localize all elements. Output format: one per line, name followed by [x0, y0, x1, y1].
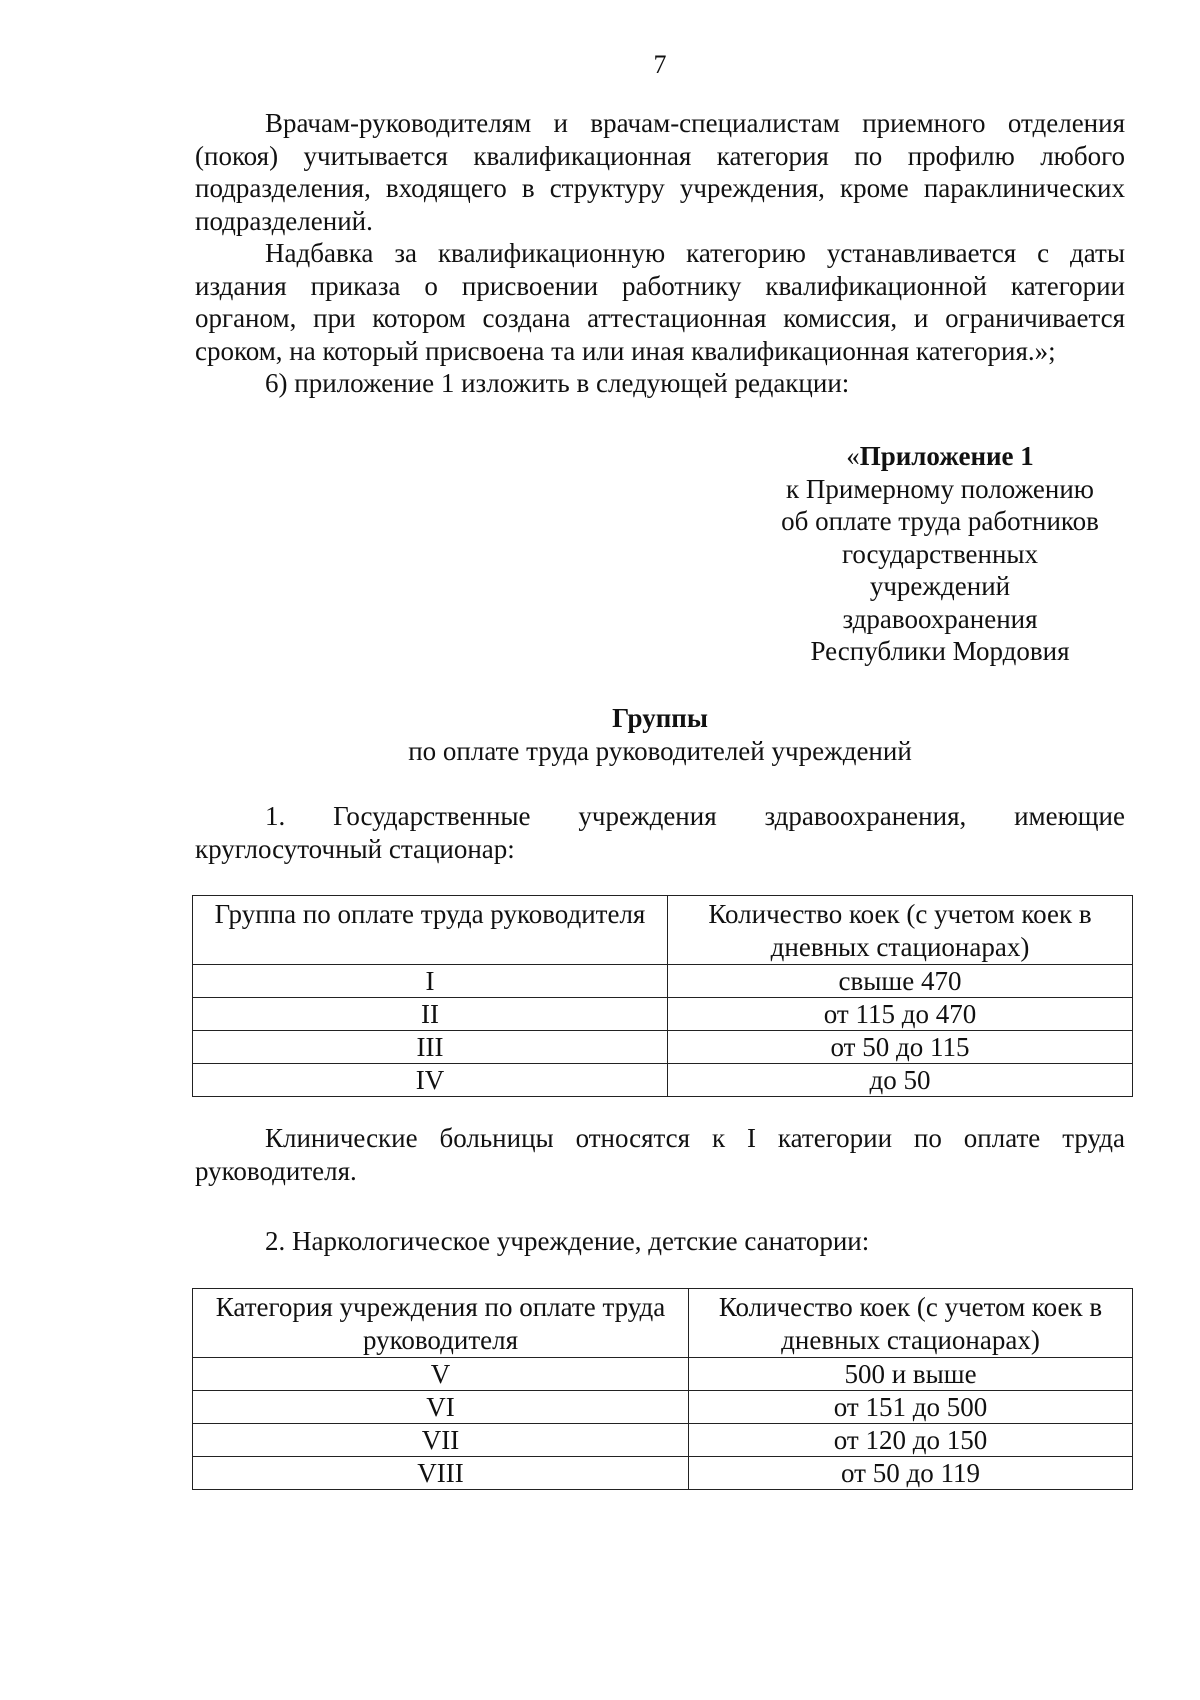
table-row — [193, 1457, 1133, 1490]
section1-intro: 1. Государственные учреждения здравоохранения, имеющие круглосуточный стационар: — [195, 801, 1125, 864]
table-row — [193, 1358, 1133, 1391]
table-row — [193, 1031, 1133, 1064]
table-cell: II — [193, 998, 668, 1031]
table-cell: свыше 470 — [668, 965, 1133, 998]
table-row — [193, 998, 1133, 1031]
table-header-row — [193, 896, 1133, 965]
appendix-title-line — [740, 440, 1140, 473]
table-cell: 500 и выше — [689, 1358, 1133, 1391]
table-cell: до 50 — [668, 1064, 1133, 1097]
paragraph-doctors: Врачам-руководителям и врачам-специалистам приемного отделения (покоя) учитывается квалификационная категория по профилю любого подразделения, входящего в структуру учреждения, кроме параклинических подразделений. — [195, 108, 1125, 236]
open-quote: « — [846, 441, 860, 471]
section1-intro-block — [195, 800, 1125, 865]
table-cell: VI — [193, 1391, 689, 1424]
table-header-row — [193, 1289, 1133, 1358]
table-row — [193, 1391, 1133, 1424]
section1-note: Клинические больницы относятся к I категории по оплате труда руководителя. — [195, 1123, 1125, 1186]
table-cell: III — [193, 1031, 668, 1064]
section1-note-block — [195, 1122, 1125, 1187]
table-row — [193, 1424, 1133, 1457]
table-cell: IV — [193, 1064, 668, 1097]
table-cell: от 50 до 119 — [689, 1457, 1133, 1490]
table-header-cell: Категория учреждения по оплате труда руководителя — [193, 1289, 689, 1358]
appendix-line-5: здравоохранения — [842, 603, 1038, 634]
table-cell: I — [193, 965, 668, 998]
table-cell: VIII — [193, 1457, 689, 1490]
section2-intro: 2. Наркологическое учреждение, детские санатории: — [265, 1226, 870, 1256]
appendix-line-2: об оплате труда работников — [781, 506, 1099, 536]
groups-subtitle: по оплате труда руководителей учреждений — [408, 736, 912, 766]
table-row — [193, 1064, 1133, 1097]
intro-paragraphs — [195, 107, 1125, 400]
appendix-line-3: государственных — [841, 538, 1039, 569]
paragraph-appendix-instruction: 6) приложение 1 изложить в следующей редакции: — [265, 368, 850, 398]
paragraph-allowance: Надбавка за квалификационную категорию устанавливается с даты издания приказа о присвоении работнику квалификационной категории органом, при котором создана аттестационная комиссия, и ограничивается сроком, на который присвоена та или иная квалификационная категория.»; — [195, 238, 1125, 366]
table-cell: от 120 до 150 — [689, 1424, 1133, 1457]
table-cell: от 50 до 115 — [668, 1031, 1133, 1064]
table-header-cell: Количество коек (с учетом коек в дневных стационарах) — [668, 896, 1133, 965]
groups-title: Группы — [612, 703, 708, 733]
page-number: 7 — [653, 50, 667, 79]
table-group-2 — [192, 1288, 1133, 1490]
table-cell: VII — [193, 1424, 689, 1457]
appendix-line-6: Республики Мордовия — [810, 636, 1070, 666]
appendix-line-1: к Примерному положению — [786, 473, 1094, 504]
table-header-cell: Количество коек (с учетом коек в дневных стационарах) — [689, 1289, 1133, 1358]
appendix-caption — [740, 440, 1140, 668]
section2-intro-block — [195, 1225, 1125, 1258]
table-header-cell: Группа по оплате труда руководителя — [193, 896, 668, 965]
appendix-line-4: учреждений — [869, 571, 1011, 601]
table-group-1 — [192, 895, 1133, 1097]
appendix-title: Приложение 1 — [859, 441, 1034, 471]
table-cell: от 115 до 470 — [668, 998, 1133, 1031]
table-cell: от 151 до 500 — [689, 1391, 1133, 1424]
table-cell: V — [193, 1358, 689, 1391]
table-row — [193, 965, 1133, 998]
